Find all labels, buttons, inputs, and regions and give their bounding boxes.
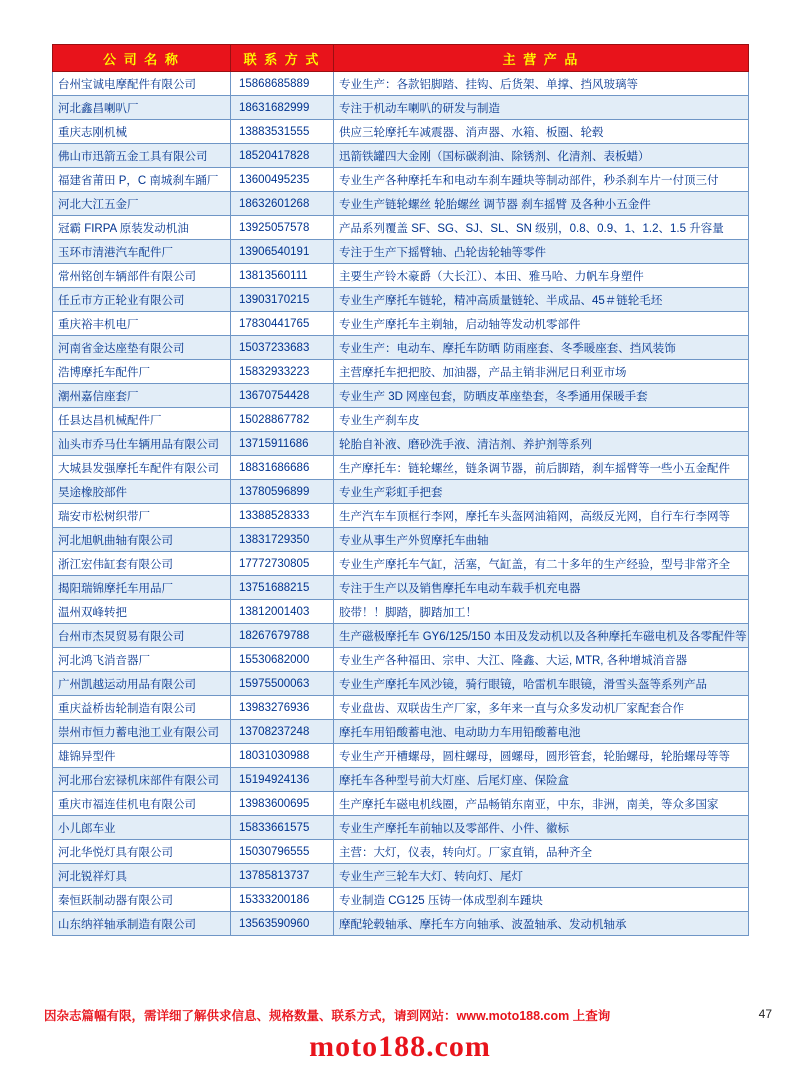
- cell-company: 重庆益桥齿轮制造有限公司: [53, 696, 231, 720]
- cell-product: 摩托车用铅酸蓄电池、电动助力车用铅酸蓄电池: [334, 720, 749, 744]
- cell-contact: 13903170215: [231, 288, 334, 312]
- cell-product: 专业生产彩虹手把套: [334, 480, 749, 504]
- table-row: [53, 216, 749, 240]
- cell-product: 生产摩托车：链轮螺丝，链条调节器，前后脚踏，刹车摇臂等一些小五金配件: [334, 456, 749, 480]
- cell-contact: 13708237248: [231, 720, 334, 744]
- cell-product: 轮胎自补液、磨砂洗手液、清洁剂、养护剂等系列: [334, 432, 749, 456]
- table-row: [53, 912, 749, 936]
- table-body: [53, 72, 749, 936]
- cell-company: 任县达昌机械配件厂: [53, 408, 231, 432]
- cell-contact: 18267679788: [231, 624, 334, 648]
- cell-product: 专注于生产以及销售摩托车电动车载手机充电器: [334, 576, 749, 600]
- cell-contact: 18632601268: [231, 192, 334, 216]
- cell-company: 台州市杰炅贸易有限公司: [53, 624, 231, 648]
- directory-table: [52, 44, 749, 936]
- cell-company: 重庆志刚机械: [53, 120, 231, 144]
- cell-contact: 13388528333: [231, 504, 334, 528]
- cell-company: 揭阳瑞锦摩托车用品厂: [53, 576, 231, 600]
- table-row: [53, 552, 749, 576]
- table-row: [53, 432, 749, 456]
- table-row: [53, 576, 749, 600]
- cell-contact: 15333200186: [231, 888, 334, 912]
- table-row: [53, 528, 749, 552]
- cell-product: 生产磁极摩托车 GY6/125/150 本田及发动机以及各种摩托车磁电机及各零配件等: [334, 624, 749, 648]
- cell-contact: 13600495235: [231, 168, 334, 192]
- cell-company: 广州凯越运动用品有限公司: [53, 672, 231, 696]
- table-row: [53, 192, 749, 216]
- cell-product: 专注于生产下摇臂轴、凸轮齿轮轴等零件: [334, 240, 749, 264]
- cell-company: 雄锦异型件: [53, 744, 231, 768]
- cell-contact: 13883531555: [231, 120, 334, 144]
- cell-product: 专业生产 3D 网座包套，防晒皮革座垫套，冬季通用保暖手套: [334, 384, 749, 408]
- table-row: [53, 264, 749, 288]
- table-row: [53, 744, 749, 768]
- cell-product: 专业生产摩托车气缸，活塞，气缸盖，有二十多年的生产经验，型号非常齐全: [334, 552, 749, 576]
- cell-product: 专业生产各种摩托车和电动车刹车踵块等制动部件，秒杀刹车片一付顶三付: [334, 168, 749, 192]
- cell-product: 主营：大灯，仪表，转向灯。厂家直销，品种齐全: [334, 840, 749, 864]
- table-row: [53, 792, 749, 816]
- table-row: [53, 816, 749, 840]
- cell-contact: 13906540191: [231, 240, 334, 264]
- page-number: 47: [758, 1007, 772, 1021]
- cell-company: 玉环市清港汽车配件厂: [53, 240, 231, 264]
- table-row: [53, 696, 749, 720]
- cell-contact: 17772730805: [231, 552, 334, 576]
- header-company: 公 司 名 称: [53, 45, 231, 72]
- table-row: [53, 720, 749, 744]
- cell-contact: 15530682000: [231, 648, 334, 672]
- cell-product: 专业生产链轮螺丝 轮胎螺丝 调节器 刹车摇臂 及各种小五金件: [334, 192, 749, 216]
- table-row: [53, 768, 749, 792]
- cell-company: 河南省金达座垫有限公司: [53, 336, 231, 360]
- cell-product: 专业生产摩托车风沙镜，骑行眼镜，哈雷机车眼镜，滑雪头盔等系列产品: [334, 672, 749, 696]
- cell-company: 冠霸 FIRPA 原装发动机油: [53, 216, 231, 240]
- table-row: [53, 120, 749, 144]
- cell-product: 专业生产各种福田、宗申、大江、隆鑫、大运, MTR, 各种增城消音器: [334, 648, 749, 672]
- cell-product: 专业生产三轮车大灯、转向灯、尾灯: [334, 864, 749, 888]
- cell-product: 专业生产摩托车前轴以及零部件、小件、徽标: [334, 816, 749, 840]
- cell-contact: 18520417828: [231, 144, 334, 168]
- table-row: [53, 288, 749, 312]
- cell-company: 任丘市方正轮业有限公司: [53, 288, 231, 312]
- cell-product: 主营摩托车把把胶、加油器，产品主销非洲尼日利亚市场: [334, 360, 749, 384]
- cell-company: 重庆市福连佳机电有限公司: [53, 792, 231, 816]
- cell-product: 专业生产摩托车主剃轴，启动轴等发动机零部件: [334, 312, 749, 336]
- cell-product: 专业生产：各款铝脚踏、挂钩、后货架、单撑、挡风玻璃等: [334, 72, 749, 96]
- cell-company: 瑞安市松树织带厂: [53, 504, 231, 528]
- cell-company: 汕头市乔马仕车辆用品有限公司: [53, 432, 231, 456]
- cell-product: 摩托车各种型号前大灯座、后尾灯座、保险盒: [334, 768, 749, 792]
- cell-product: 产品系列覆盖 SF、SG、SJ、SL、SN 级别，0.8、0.9、1、1.2、1.5 升容量: [334, 216, 749, 240]
- cell-product: 生产汽车车顶框行李网，摩托车头盔网油箱网，高级反光网，自行车行李网等: [334, 504, 749, 528]
- cell-company: 台州宝诚电摩配件有限公司: [53, 72, 231, 96]
- cell-contact: 13983600695: [231, 792, 334, 816]
- cell-contact: 13831729350: [231, 528, 334, 552]
- cell-contact: 13925057578: [231, 216, 334, 240]
- cell-product: 专业生产开槽螺母，圆柱螺母，圆螺母，圆形管套，轮胎螺母，轮胎螺母等等: [334, 744, 749, 768]
- cell-contact: 13563590960: [231, 912, 334, 936]
- table-row: [53, 672, 749, 696]
- cell-product: 专业从事生产外贸摩托车曲轴: [334, 528, 749, 552]
- cell-product: 专业盘齿、双联齿生产厂家，多年来一直与众多发动机厂家配套合作: [334, 696, 749, 720]
- cell-contact: 15868685889: [231, 72, 334, 96]
- table-row: [53, 600, 749, 624]
- cell-contact: 15030796555: [231, 840, 334, 864]
- cell-company: 佛山市迅箭五金工具有限公司: [53, 144, 231, 168]
- cell-company: 秦恒跃制动器有限公司: [53, 888, 231, 912]
- table-row: [53, 336, 749, 360]
- brand-logo: moto188.com: [309, 1030, 491, 1063]
- cell-contact: 15194924136: [231, 768, 334, 792]
- footnote-text: 因杂志篇幅有限，需详细了解供求信息、规格数量、联系方式，请到网站：www.moto188.com 上查询: [44, 1009, 611, 1023]
- cell-company: 潮州嘉信座套厂: [53, 384, 231, 408]
- table-row: [53, 480, 749, 504]
- cell-contact: 13813560111: [231, 264, 334, 288]
- cell-company: 河北鸿飞消音器厂: [53, 648, 231, 672]
- cell-product: 主要生产铃木豪爵（大长江）、本田、雅马哈、力帆车身塑件: [334, 264, 749, 288]
- cell-contact: 15028867782: [231, 408, 334, 432]
- supplier-directory-table: [52, 44, 748, 936]
- table-row: [53, 864, 749, 888]
- table-row: [53, 648, 749, 672]
- cell-contact: 18031030988: [231, 744, 334, 768]
- cell-company: 河北华悦灯具有限公司: [53, 840, 231, 864]
- cell-product: 供应三轮摩托车减震器、消声器、水箱、板圈、轮毂: [334, 120, 749, 144]
- cell-company: 浙江宏伟缸套有限公司: [53, 552, 231, 576]
- cell-contact: 13983276936: [231, 696, 334, 720]
- cell-contact: 15037233683: [231, 336, 334, 360]
- cell-company: 温州双峰转把: [53, 600, 231, 624]
- cell-company: 河北鑫昌喇叭厂: [53, 96, 231, 120]
- table-row: [53, 384, 749, 408]
- cell-product: 生产摩托车磁电机线圈，产品畅销东南亚，中东，非洲，南美，等众多国家: [334, 792, 749, 816]
- cell-product: 摩配轮毂轴承、摩托车方向轴承、波盈轴承、发动机轴承: [334, 912, 749, 936]
- cell-contact: 15833661575: [231, 816, 334, 840]
- cell-contact: 13670754428: [231, 384, 334, 408]
- cell-company: 河北锐祥灯具: [53, 864, 231, 888]
- cell-company: 常州铭创车辆部件有限公司: [53, 264, 231, 288]
- table-row: [53, 504, 749, 528]
- cell-company: 福建省莆田 P，C 南城刹车踊厂: [53, 168, 231, 192]
- table-row: [53, 456, 749, 480]
- cell-product: 专业生产摩托车链轮，精冲高质量链轮、半成品、45＃链轮毛坯: [334, 288, 749, 312]
- cell-contact: 17830441765: [231, 312, 334, 336]
- cell-company: 河北旭帆曲轴有限公司: [53, 528, 231, 552]
- cell-product: 专业制造 CG125 压铸一体成型刹车踵块: [334, 888, 749, 912]
- table-row: [53, 360, 749, 384]
- cell-contact: 15832933223: [231, 360, 334, 384]
- cell-company: 昊途橡胶部件: [53, 480, 231, 504]
- table-row: [53, 72, 749, 96]
- cell-contact: 13751688215: [231, 576, 334, 600]
- header-product: 主 营 产 品: [334, 45, 749, 72]
- cell-company: 崇州市恒力蓄电池工业有限公司: [53, 720, 231, 744]
- cell-contact: 13812001403: [231, 600, 334, 624]
- table-row: [53, 240, 749, 264]
- table-row: [53, 168, 749, 192]
- cell-contact: 13785813737: [231, 864, 334, 888]
- table-header-row: [53, 45, 749, 72]
- cell-company: 重庆裕丰机电厂: [53, 312, 231, 336]
- cell-contact: 15975500063: [231, 672, 334, 696]
- table-row: [53, 144, 749, 168]
- cell-product: 专注于机动车喇叭的研发与制造: [334, 96, 749, 120]
- cell-product: 迅箭铁罐四大金刚（国标碳刹油、除锈剂、化清剂、表板蜡）: [334, 144, 749, 168]
- header-contact: 联 系 方 式: [231, 45, 334, 72]
- cell-company: 河北邢台宏禄机床部件有限公司: [53, 768, 231, 792]
- table-row: [53, 408, 749, 432]
- cell-contact: 13780596899: [231, 480, 334, 504]
- cell-contact: 18831686686: [231, 456, 334, 480]
- table-head: [53, 45, 749, 72]
- table-row: [53, 624, 749, 648]
- cell-company: 浩博摩托车配件厂: [53, 360, 231, 384]
- cell-company: 大城县发强摩托车配件有限公司: [53, 456, 231, 480]
- cell-company: 小儿郎车业: [53, 816, 231, 840]
- table-row: [53, 840, 749, 864]
- cell-product: 专业生产刹车皮: [334, 408, 749, 432]
- cell-contact: 13715911686: [231, 432, 334, 456]
- cell-product: 专业生产：电动车、摩托车防晒 防雨座套、冬季暖座套、挡风装饰: [334, 336, 749, 360]
- cell-contact: 18631682999: [231, 96, 334, 120]
- table-row: [53, 96, 749, 120]
- table-row: [53, 888, 749, 912]
- cell-product: 胶带！！脚踏，脚踏加工！: [334, 600, 749, 624]
- cell-company: 山东纳祥轴承制造有限公司: [53, 912, 231, 936]
- cell-company: 河北大江五金厂: [53, 192, 231, 216]
- table-row: [53, 312, 749, 336]
